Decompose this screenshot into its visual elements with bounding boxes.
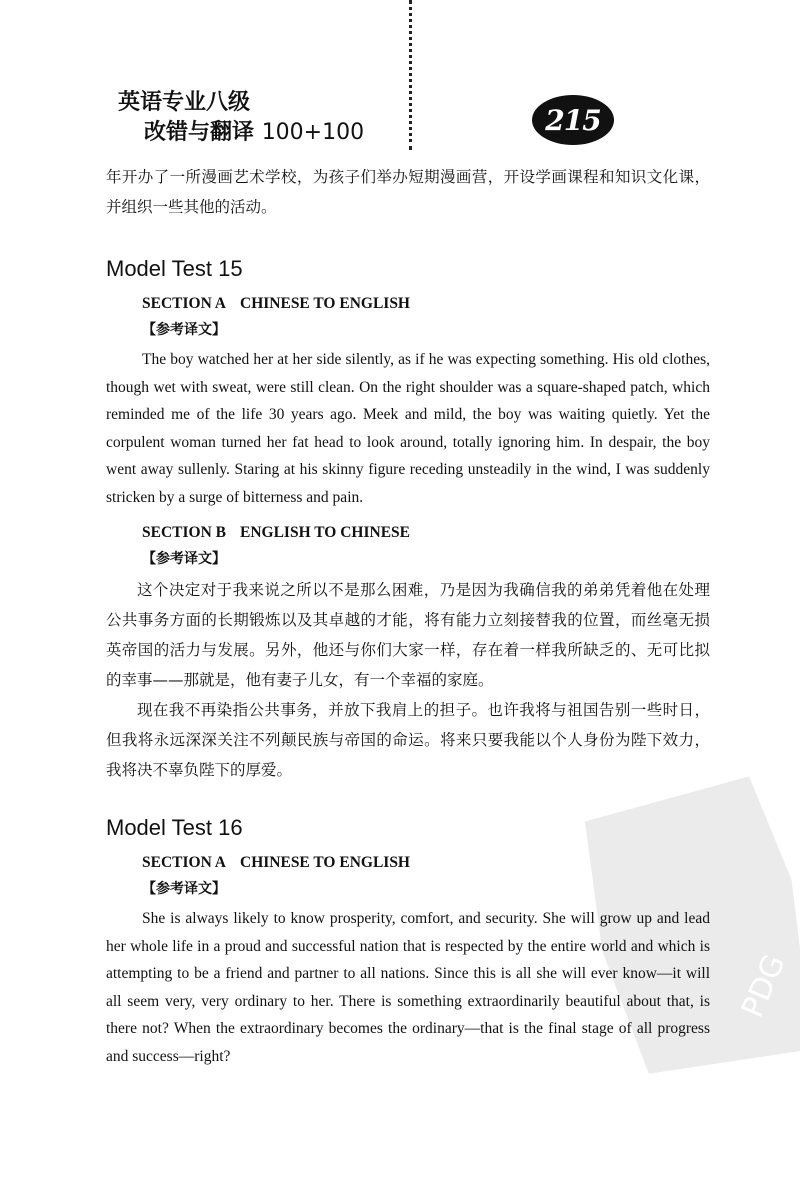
section-heading: CHINESE TO ENGLISH (240, 854, 410, 871)
test16-section-a-translation: She is always likely to know prosperity, comfort, and security. She will grow up and lead her whole life in a proud and successful nation that is respected by the entire world and which is attempting to be a friend and partner to all nations. Since this is all she will ever know—it will all seem very, very ordinary to her. There is something extraordinarily beautiful about that, is there not? When the extraordinary becomes the ordinary—that is the final stage of all progress and success—right? (106, 910, 710, 1065)
test15-section-a-reference-label: 【参考译文】 (142, 322, 226, 338)
test15-section-b-paragraph-2: 现在我不再染指公共事务，并放下我肩上的担子。也许我将与祖国告别一些时日，但我将永远深深关注不列颠民族与帝国的命运。将来只要我能以个人身份为陛下效力，我将决不辜负陛下的厚爱。 (106, 701, 710, 779)
book-title-line2 (118, 118, 364, 148)
test15-section-a-translation: The boy watched her at her side silently, as if he was expecting something. His old clothes, though wet with sweat, were still clean. On the right shoulder was a square-shaped patch, which reminded me of the life 30 years ago. Meek and mild, the boy was waiting quietly. Yet the corpulent woman turned her fat head to look around, totally ignoring him. In despair, the boy went away sullenly. Staring at his skinny figure receding unsteadily in the wind, I was suddenly stricken by a surge of bitterness and pain. (106, 351, 710, 506)
watermark-text: PDG (735, 949, 793, 1023)
intro-continued-paragraph: 年开办了一所漫画艺术学校，为孩子们举办短期漫画营，开设学画课程和知识文化课，并组织一些其他的活动。 (106, 168, 710, 216)
section-heading: CHINESE TO ENGLISH (240, 295, 410, 312)
book-title-chinese: 改错与翻译 (144, 120, 255, 145)
test15-section-b-reference-label: 【参考译文】 (142, 551, 226, 567)
book-title-line1: 英语专业八级 (118, 90, 251, 115)
model-test-15-title: Model Test 15 (106, 256, 243, 281)
page-number-badge (532, 95, 614, 145)
section-label: SECTION A (142, 295, 226, 312)
test15-section-b-paragraph-1: 这个决定对于我来说之所以不是那么困难，乃是因为我确信我的弟弟凭着他在处理公共事务方面的长期锻炼以及其卓越的才能，将有能力立刻接替我的位置，而丝毫无损英帝国的活力与发展。另外，他还与你们大家一样，存在着一样我所缺乏的、无可比拟的幸事——那就是，他有妻子儿女，有一个幸福的家庭。 (106, 581, 710, 689)
test16-section-a-heading (142, 851, 710, 875)
section-label: SECTION A (142, 854, 226, 871)
test15-section-b-heading (142, 521, 710, 545)
book-title-numbers: 100+100 (261, 120, 365, 145)
header-dotted-divider (409, 0, 412, 150)
book-title (118, 88, 364, 148)
page-number: 215 (545, 103, 601, 137)
test15-section-a-heading (142, 292, 710, 316)
page-content (106, 162, 710, 1070)
section-label: SECTION B (142, 524, 226, 541)
test16-section-a-reference-label: 【参考译文】 (142, 881, 226, 897)
model-test-16-title: Model Test 16 (106, 815, 243, 840)
section-heading: ENGLISH TO CHINESE (240, 524, 410, 541)
